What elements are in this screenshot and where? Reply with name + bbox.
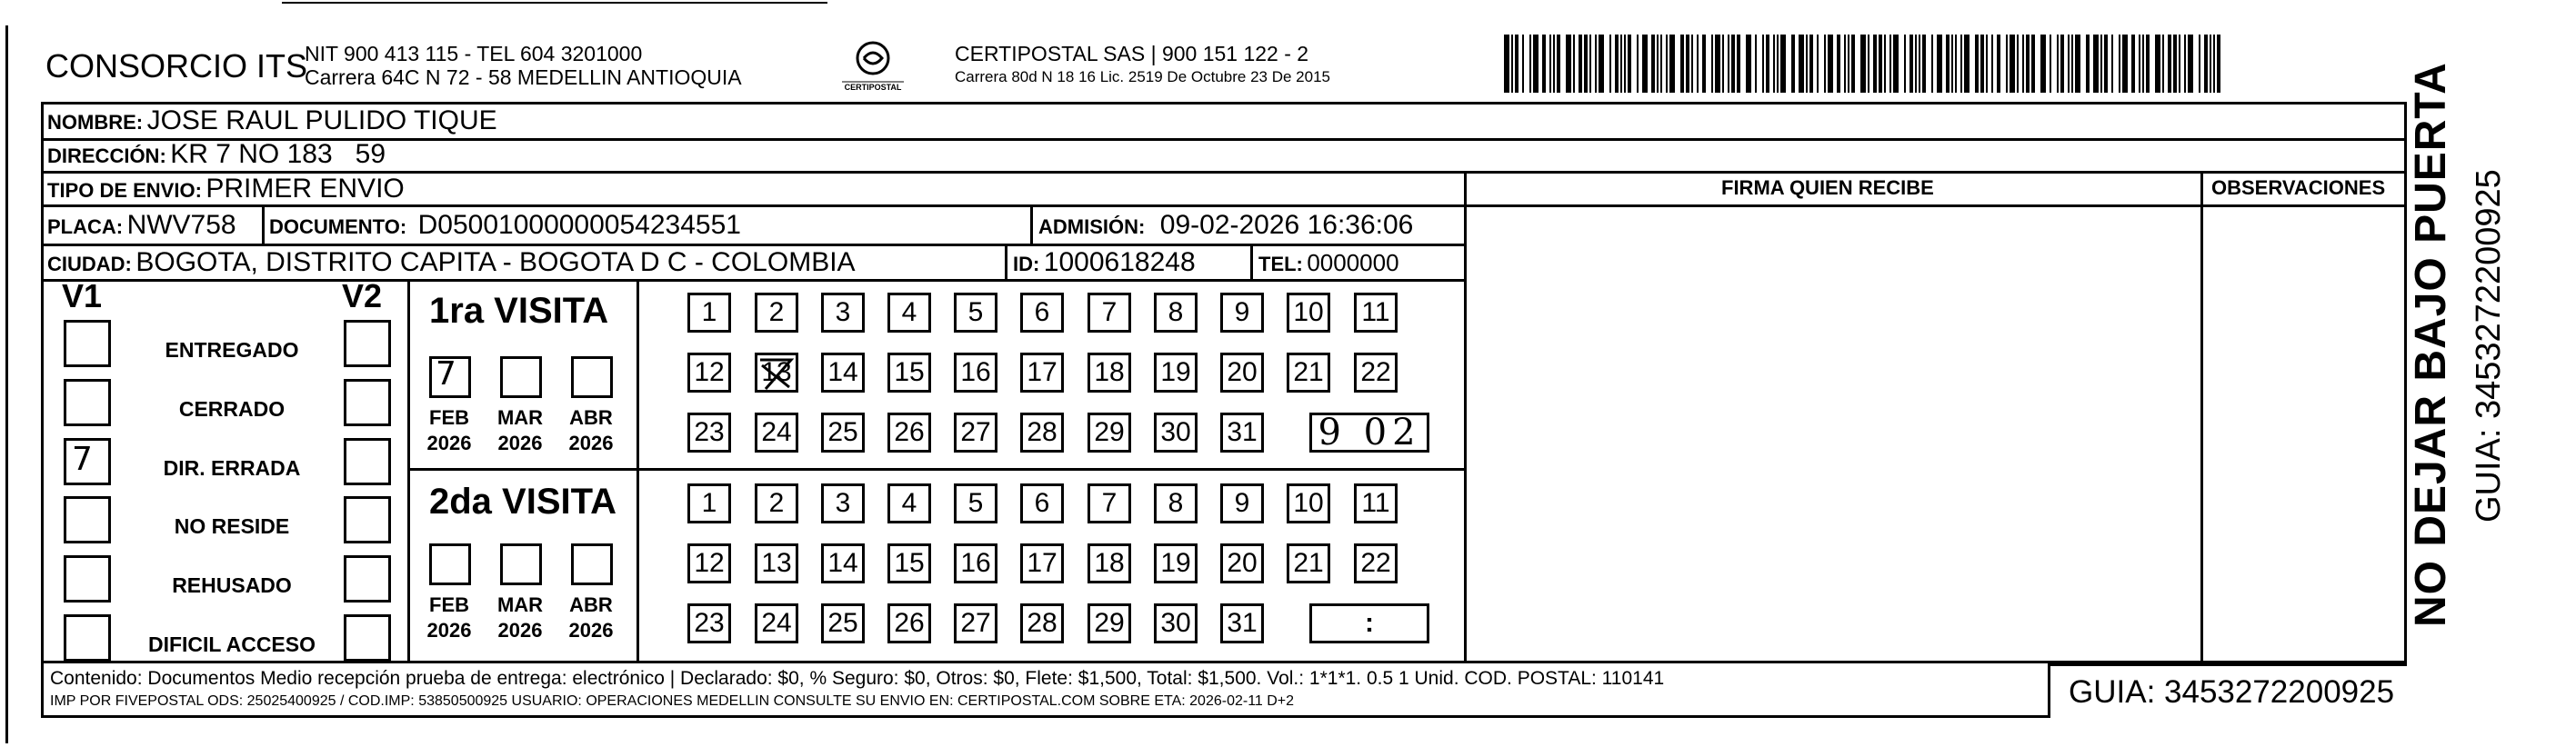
day-cell[interactable]: 19 (1154, 353, 1198, 393)
barcode-bar (2026, 35, 2030, 93)
barcode-bar (1628, 35, 1631, 93)
barcode-bar (2057, 35, 2059, 93)
footer-guia: GUIA: 3453272200925 (2069, 674, 2395, 710)
barcode-bar (1702, 35, 1706, 93)
placa-field (47, 210, 236, 241)
admision-field (1038, 210, 1413, 241)
day-cell[interactable]: 31 (1220, 413, 1264, 453)
direccion-label: DIRECCIÓN: (47, 144, 166, 167)
day-cell[interactable]: 10 (1287, 483, 1330, 523)
sender-nit-tel: NIT 900 413 115 - TEL 604 3201000 (305, 42, 643, 65)
day-cell[interactable]: 22 (1354, 543, 1398, 583)
signature-left-divider (1464, 171, 1467, 662)
reason-label: NO RESIDE (174, 514, 290, 538)
day-cell[interactable]: 29 (1088, 413, 1131, 453)
barcode-bar (2168, 35, 2171, 93)
barcode-bar (2173, 35, 2177, 93)
barcode-bar (1868, 35, 1869, 93)
barcode-bar (1746, 35, 1751, 93)
placa-label: PLACA: (47, 215, 124, 238)
barcode-bar (1791, 35, 1795, 93)
day-cell[interactable]: 7 (1088, 483, 1131, 523)
barcode-bar (1909, 35, 1913, 93)
v1-checkbox[interactable] (64, 555, 111, 603)
barcode-bar (1609, 35, 1611, 93)
day-cell[interactable]: 24 (755, 603, 798, 643)
barcode-bar (1533, 35, 1539, 93)
day-cell[interactable]: 26 (887, 413, 931, 453)
day-cell[interactable]: 25 (821, 413, 865, 453)
month-label (491, 593, 549, 642)
day-cell[interactable]: 26 (887, 603, 931, 643)
barcode-bar (2071, 35, 2073, 93)
barcode-bar (1879, 35, 1882, 93)
month-year: 2026 (426, 618, 472, 642)
footer-imp: IMP POR FIVEPOSTAL ODS: 25025400925 / COD.IMP: 53850500925 USUARIO: OPERACIONES MEDELLIN CONSULTE SU ENVIO EN: CERTIPOSTAL.COM SOBRE ETA: 2026-02-11 D+2 (50, 693, 1295, 709)
day-cell[interactable]: 29 (1088, 603, 1131, 643)
observations-left-divider (2200, 171, 2203, 662)
day-cell[interactable]: 27 (954, 413, 997, 453)
barcode-bar (1766, 35, 1769, 93)
day-cell[interactable]: 5 (954, 293, 997, 333)
barcode-bar (1529, 35, 1531, 93)
barcode-bar (1553, 35, 1555, 93)
barcode-bar (1931, 35, 1933, 93)
day-cell[interactable]: 17 (1020, 353, 1064, 393)
ciudad-field (47, 247, 856, 278)
tel-label: TEL: (1258, 253, 1303, 275)
day-cell[interactable]: 12 (687, 353, 731, 393)
documento-value: D05001000000054234551 (417, 210, 741, 240)
day-cell[interactable]: 8 (1154, 483, 1198, 523)
barcode-bar (2122, 35, 2128, 93)
visit-divider (407, 468, 1464, 471)
nombre-label: NOMBRE: (47, 111, 144, 134)
barcode-bar (1889, 35, 1891, 93)
day-cell[interactable]: 25 (821, 603, 865, 643)
documento-field (269, 210, 741, 241)
carrier-name: CERTIPOSTAL SAS | 900 151 122 - 2 (955, 42, 1309, 65)
month-year: 2026 (568, 431, 614, 454)
barcode-bar (2199, 35, 2200, 93)
barcode (1502, 35, 2225, 93)
barcode-bar (1884, 35, 1886, 93)
v1-checkbox[interactable] (64, 320, 111, 367)
first-visit-time-box[interactable]: 9 02 (1309, 413, 1429, 453)
barcode-bar (1579, 35, 1582, 93)
barcode-bar (2142, 35, 2144, 93)
barcode-bar (1697, 35, 1699, 93)
day-cell[interactable]: 6 (1020, 483, 1064, 523)
ciudad-value: BOGOTA, DISTRITO CAPITA - BOGOTA D C - COLOMBIA (135, 247, 856, 277)
no-dejar-bajo-puerta: NO DEJAR BAJO PUERTA (2407, 62, 2455, 627)
ciudad-label: CIUDAD: (47, 253, 132, 275)
barcode-bar (2050, 35, 2051, 93)
barcode-bar (1573, 35, 1575, 93)
barcode-bar (2060, 35, 2064, 93)
barcode-bar (1951, 35, 1953, 93)
placa-divider (262, 207, 265, 244)
month-year: 2026 (497, 431, 543, 454)
month-label (420, 593, 478, 642)
nombre-value: JOSE RAUL PULIDO TIQUE (146, 105, 497, 135)
nombre-row (47, 105, 497, 136)
day-cell[interactable]: 14 (821, 353, 865, 393)
v1-checkbox[interactable] (64, 496, 111, 543)
barcode-bar (1851, 35, 1855, 93)
second-visit-title: 2da VISITA (429, 482, 616, 522)
day-cell[interactable]: 3 (821, 483, 865, 523)
barcode-bar (2075, 35, 2080, 93)
barcode-bar (1669, 35, 1675, 93)
barcode-bar (1624, 35, 1626, 93)
barcode-bar (1566, 35, 1571, 93)
month-year: 2026 (497, 618, 543, 642)
barcode-bar (2006, 35, 2008, 93)
barcode-bar (1680, 35, 1684, 93)
day-mark (755, 353, 798, 393)
barcode-bar (2100, 35, 2102, 93)
reason-label: CERRADO (178, 397, 286, 421)
barcode-bar (2204, 35, 2208, 93)
month-name: FEB (429, 593, 469, 616)
reason-label: DIFICIL ACCESO (147, 632, 316, 656)
barcode-bar (1991, 35, 1993, 93)
v2-checkbox[interactable] (344, 379, 391, 426)
admision-divider (1030, 207, 1033, 244)
barcode-bar (1986, 35, 1988, 93)
day-cell[interactable]: 9 (1220, 293, 1264, 333)
admision-label: ADMISIÓN: (1038, 215, 1146, 238)
observations-header: OBSERVACIONES (2211, 176, 2386, 199)
sender-address: Carrera 64C N 72 - 58 MEDELLIN ANTIOQUIA (305, 65, 742, 89)
barcode-bar (1937, 35, 1942, 93)
day-cell[interactable]: 1 (687, 293, 731, 333)
day-cell[interactable]: 13 (755, 543, 798, 583)
day-cell[interactable]: 2 (755, 293, 798, 333)
barcode-bar (1642, 35, 1648, 93)
barcode-bar (2010, 35, 2015, 93)
day-cell[interactable]: 9 (1220, 483, 1264, 523)
month-label (562, 405, 620, 455)
barcode-bar (1806, 35, 1808, 93)
footer-contenido: Contenido: Documentos Medio recepción prueba de entrega: electrónico | Declarado: $0, % Seguro: $0, Otros: $0, Flete: $1,500, Total: $1,500. Vol.: 1*1*1. 0.5 1 Unid. COD. POSTAL: 110141 (50, 668, 1665, 689)
barcode-bar (1837, 35, 1840, 93)
barcode-bar (1657, 35, 1659, 93)
day-cell[interactable]: 21 (1287, 353, 1330, 393)
barcode-bar (1615, 35, 1619, 93)
month-checkbox-mar[interactable] (500, 356, 542, 398)
barcode-bar (2086, 35, 2090, 93)
barcode-bar (1651, 35, 1655, 93)
barcode-bar (1511, 35, 1513, 93)
barcode-bar (1666, 35, 1668, 93)
barcode-bar (1762, 35, 1764, 93)
day-cell[interactable]: 23 (687, 603, 731, 643)
day-cell[interactable]: 11 (1354, 293, 1398, 333)
barcode-bar (1922, 35, 1926, 93)
documento-label: DOCUMENTO: (269, 215, 407, 238)
row-divider (41, 204, 2407, 207)
top-cut-line (282, 2, 827, 4)
check-mark: 7 (436, 355, 456, 393)
barcode-bar (1997, 35, 2000, 93)
v1-label: V1 (62, 277, 103, 314)
barcode-bar (1637, 35, 1639, 93)
placa-value: NWV758 (126, 210, 236, 240)
barcode-bar (2217, 35, 2220, 93)
barcode-bar (1595, 35, 1597, 93)
month-name: ABR (569, 593, 613, 616)
barcode-bar (2017, 35, 2019, 93)
barcode-bar (2179, 35, 2180, 93)
admision-value: 09-02-2026 16:36:06 (1159, 210, 1414, 240)
day-cell[interactable]: 5 (954, 483, 997, 523)
barcode-bar (2139, 35, 2140, 93)
month-year: 2026 (568, 618, 614, 642)
barcode-bar (1817, 35, 1819, 93)
barcode-bar (1799, 35, 1804, 93)
barcode-bar (1777, 35, 1779, 93)
barcode-bar (1960, 35, 1962, 93)
month-year: 2026 (426, 431, 472, 454)
month-checkbox-feb[interactable] (429, 356, 471, 398)
signature-header: FIRMA QUIEN RECIBE (1721, 176, 1934, 199)
day-cell[interactable]: 30 (1154, 603, 1198, 643)
month-label (562, 593, 620, 642)
day-cell[interactable]: 27 (954, 603, 997, 643)
tel-divider (1250, 244, 1253, 280)
carrier-address: Carrera 80d N 18 16 Lic. 2519 De Octubre 23 De 2015 (955, 68, 1330, 85)
day-cell[interactable]: 8 (1154, 293, 1198, 333)
barcode-bar (2213, 35, 2215, 93)
day-cell[interactable]: 2 (755, 483, 798, 523)
day-cell[interactable]: 12 (687, 543, 731, 583)
barcode-bar (1731, 35, 1735, 93)
barcode-bar (2155, 35, 2160, 93)
barcode-bar (1728, 35, 1729, 93)
barcode-bar (2068, 35, 2070, 93)
tel-value: 0000000 (1307, 249, 1399, 276)
barcode-bar (1660, 35, 1662, 93)
month-checkbox-abr[interactable] (571, 356, 613, 398)
day-cell[interactable]: 28 (1020, 413, 1064, 453)
day-cell[interactable]: 23 (687, 413, 731, 453)
barcode-bar (1515, 35, 1519, 93)
barcode-bar (1809, 35, 1813, 93)
barcode-bar (1715, 35, 1720, 93)
month-checkbox-mar[interactable] (500, 543, 542, 585)
tipo-envio-value: PRIMER ENVIO (205, 174, 405, 204)
barcode-bar (1915, 35, 1917, 93)
day-cell[interactable]: 7 (1088, 293, 1131, 333)
barcode-bar (1620, 35, 1622, 93)
row-divider (41, 138, 2407, 141)
day-cell[interactable]: 31 (1220, 603, 1264, 643)
day-cell[interactable]: 19 (1154, 543, 1198, 583)
barcode-bar (2162, 35, 2164, 93)
reason-label: REHUSADO (172, 573, 292, 597)
id-divider (1005, 244, 1007, 280)
tel-field (1258, 249, 1399, 277)
barcode-bar (1893, 35, 1899, 93)
day-cell[interactable]: 15 (887, 543, 931, 583)
day-cell[interactable]: 30 (1154, 413, 1198, 453)
barcode-bar (1557, 35, 1560, 93)
barcode-bar (2188, 35, 2193, 93)
day-cell[interactable]: 20 (1220, 353, 1264, 393)
month-label (491, 405, 549, 455)
v2-checkbox[interactable] (344, 438, 391, 485)
barcode-bar (1773, 35, 1775, 93)
month-label (420, 405, 478, 455)
direccion-row (47, 139, 386, 170)
day-cell[interactable]: 15 (887, 353, 931, 393)
certipostal-logo-text: CERTIPOSTAL (844, 83, 902, 92)
day-cell[interactable]: 3 (821, 293, 865, 333)
day-cell[interactable]: 21 (1287, 543, 1330, 583)
day-cell[interactable]: 14 (821, 543, 865, 583)
certipostal-logo (837, 38, 909, 102)
barcode-bar (2031, 35, 2035, 93)
barcode-bar (1589, 35, 1591, 93)
barcode-bar (2184, 35, 2186, 93)
month-checkbox-feb[interactable] (429, 543, 471, 585)
day-cell[interactable]: 10 (1287, 293, 1330, 333)
barcode-bar (2131, 35, 2135, 93)
check-mark: 7 (72, 441, 93, 478)
barcode-bar (1873, 35, 1877, 93)
day-cell[interactable]: 28 (1020, 603, 1064, 643)
barcode-bar (1722, 35, 1724, 93)
tipo-envio-row (47, 174, 405, 204)
id-value: 1000618248 (1043, 247, 1196, 277)
reason-label: DIR. ERRADA (163, 456, 301, 480)
barcode-bar (1844, 35, 1846, 93)
barcode-bar (2040, 35, 2046, 93)
side-guia: GUIA: 3453272200925 (2470, 169, 2508, 523)
day-cell[interactable]: 24 (755, 413, 798, 453)
v2-checkbox[interactable] (344, 496, 391, 543)
month-name: ABR (569, 406, 613, 429)
day-cell[interactable]: 1 (687, 483, 731, 523)
barcode-bar (2146, 35, 2150, 93)
day-cell[interactable]: 20 (1220, 543, 1264, 583)
barcode-bar (1824, 35, 1826, 93)
barcode-bar (1828, 35, 1833, 93)
barcode-bar (2210, 35, 2211, 93)
day-cell[interactable]: 17 (1020, 543, 1064, 583)
barcode-bar (1549, 35, 1551, 93)
barcode-bar (1780, 35, 1786, 93)
v2-label: V2 (342, 277, 383, 314)
barcode-bar (1599, 35, 1604, 93)
v1-checkbox[interactable] (64, 379, 111, 426)
direccion-value: KR 7 NO 183 59 (170, 139, 386, 169)
barcode-bar (2111, 35, 2113, 93)
barcode-bar (1686, 35, 1689, 93)
v2-checkbox[interactable] (344, 614, 391, 662)
day-cell[interactable]: 4 (887, 293, 931, 333)
barcode-bar (2119, 35, 2120, 93)
barcode-bar (1711, 35, 1713, 93)
second-visit-time-box[interactable]: : (1309, 603, 1429, 643)
v2-checkbox[interactable] (344, 320, 391, 367)
barcode-bar (1946, 35, 1950, 93)
day-cell[interactable]: 18 (1088, 543, 1131, 583)
barcode-bar (1522, 35, 1524, 93)
barcode-bar (1919, 35, 1920, 93)
day-cell[interactable]: 6 (1020, 293, 1064, 333)
barcode-bar (1904, 35, 1906, 93)
barcode-bar (1964, 35, 1970, 93)
barcode-bar (1755, 35, 1757, 93)
month-checkbox-abr[interactable] (571, 543, 613, 585)
barcode-bar (1860, 35, 1866, 93)
month-name: MAR (496, 406, 544, 429)
day-cell[interactable]: 11 (1354, 483, 1398, 523)
barcode-bar (1980, 35, 1984, 93)
day-cell[interactable]: 22 (1354, 353, 1398, 393)
day-cell[interactable]: 13 (755, 353, 798, 393)
barcode-bar (1975, 35, 1979, 93)
barcode-bar (1737, 35, 1740, 93)
day-cell[interactable]: 16 (954, 543, 997, 583)
v2-checkbox[interactable] (344, 555, 391, 603)
reason-label: ENTREGADO (165, 338, 299, 362)
day-cell[interactable]: 4 (887, 483, 931, 523)
barcode-bar (1848, 35, 1849, 93)
first-visit-title: 1ra VISITA (429, 291, 609, 331)
day-cell[interactable]: 18 (1088, 353, 1131, 393)
sender-name: CONSORCIO ITS (45, 47, 308, 85)
id-label: ID: (1013, 253, 1040, 275)
barcode-bar (1955, 35, 1957, 93)
tipo-envio-label: TIPO DE ENVIO: (47, 179, 202, 202)
v1-checkbox[interactable] (64, 614, 111, 662)
id-field (1013, 247, 1196, 278)
month-name: FEB (429, 406, 469, 429)
left-border-line (5, 25, 8, 743)
month-name: MAR (496, 593, 544, 616)
barcode-bar (2022, 35, 2024, 93)
day-cell[interactable]: 16 (954, 353, 997, 393)
barcode-bar (2093, 35, 2099, 93)
barcode-bar (1542, 35, 1546, 93)
v1-checkbox[interactable] (64, 438, 111, 485)
barcode-bar (1584, 35, 1588, 93)
barcode-bar (2104, 35, 2108, 93)
barcode-bar (1691, 35, 1693, 93)
barcode-bar (1504, 35, 1509, 93)
